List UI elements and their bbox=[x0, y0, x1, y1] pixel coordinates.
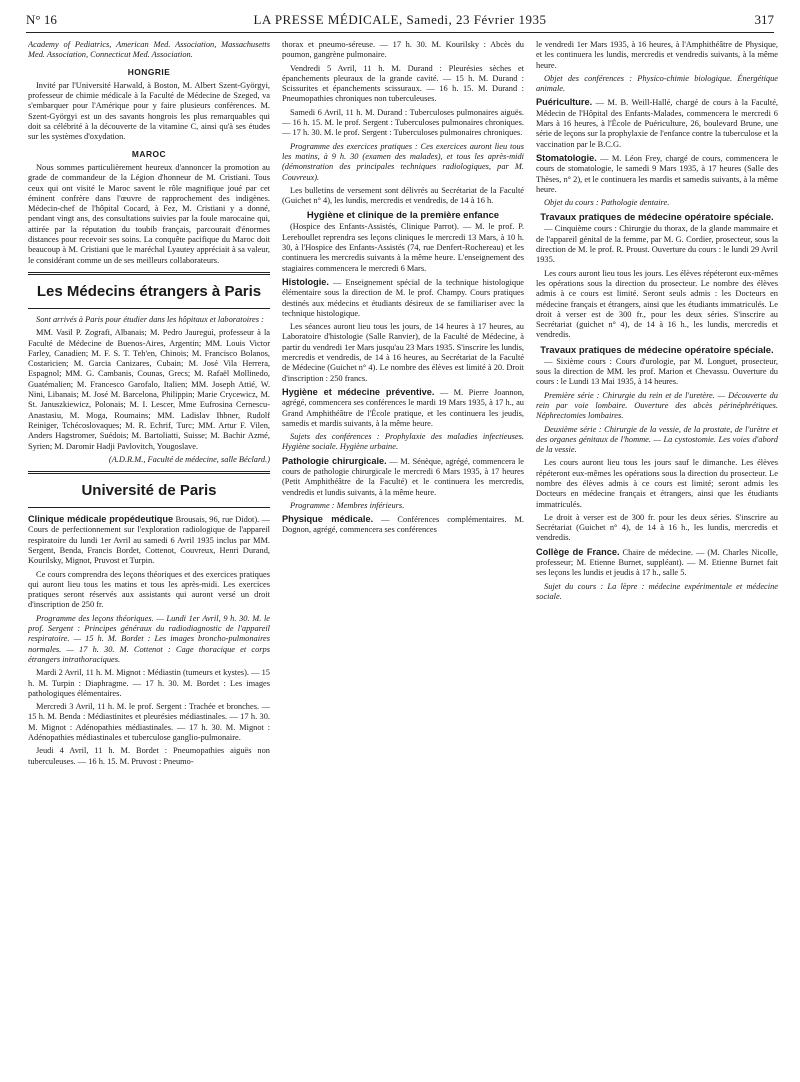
clinique-text-2: Ce cours comprendra des leçons théoriques et des exercices pratiques qui auront lieu tous les matins et tous les après-midi. Les exercices pratiques seront réservés aux assistants qui auront versé un droit d'inscription de 250 fr. bbox=[28, 569, 270, 610]
puericulture-heading: Puériculture. bbox=[536, 97, 593, 108]
travaux-2-cours: Les cours auront lieu tous les jours sauf le dimanche. Les élèves répéteront eux-mêmes les opérations sous la direction du prosecteur. Le nombre des élèves admis à ce cours est limité; seront admis les Docteurs en médecine français et étrangers, ainsi que les étudiants immatriculés. bbox=[536, 458, 778, 509]
histologie-heading: Histologie. bbox=[282, 276, 329, 287]
maroc-paragraph: Nous sommes particulièrement heureux d'annoncer la promotion au grade de commandeur de la Légion d'honneur de M. Cristiani. Tous ceux qui ont visité le Maroc savent le rôle magnifique joué par cet éminent confrère dans l'œuvre de rapprochement des indigènes. Médecin-chef de l'hôpital Cocard, à Fez, M. Cristiani y a donné, pendant vingt ans, des consultations suivies par la foule marocaine qui, attirée par la réputation du toubib français, parcourait d'énormes distances pour recevoir ses soins. La conquête pacifique du Maroc doit beaucoup à M. Cristiani que le maréchal Lyautey appréciait à sa valeur, le considérant comme un de ses meilleurs collaborateurs. bbox=[28, 162, 270, 265]
issue-number: N° 16 bbox=[26, 12, 57, 27]
preventive-text: — M. Pierre Joannon, agrégé, commencera ses conférences le mardi 19 Mars 1935, à 17 h., au Grand Amphithéâtre de l'École pratique, et les continuera les jeudis, samedis et mardis suivants, à la même heure. bbox=[282, 387, 524, 428]
page-number: 317 bbox=[754, 12, 774, 27]
jeudi-paragraph: Jeudi 4 Avril, 11 h. M. Bordet : Pneumopathies aiguës non tuberculeuses. — 16 h. 15. M. Pruvost : Pneumo- bbox=[28, 746, 270, 766]
clinique-heading: Clinique médicale propédeutique bbox=[28, 514, 174, 525]
objet-paragraph: Objet des conférences : Physico-chimie biologique. Énergétique animale. bbox=[536, 73, 778, 94]
programme-paragraph: Programme des leçons théoriques. — Lundi 1er Avril, 9 h. 30. M. le prof. Sergent : Principes généraux du radiodiagnostic de l'appareil respiratoire. — 15 h. M. Bordet : Les images broncho-pulmonaires normales. — 17 h. 30. M. Cottenot : Cage thoracique et corps étrangers intrathoraciques. bbox=[28, 613, 270, 664]
travaux-2-droit: Le droit à verser est de 300 fr. pour les deux séries. S'inscrire au Secrétariat (Guichet n° 4), de 14 à 16 h., les lundis, mercredis et vendredis. bbox=[536, 512, 778, 543]
maroc-heading: MAROC bbox=[131, 148, 167, 159]
stomatologie-heading: Stomatologie. bbox=[536, 152, 597, 163]
preventive-heading: Hygiène et médecine préventive. bbox=[282, 386, 435, 397]
hygiene-enfance-text: (Hospice des Enfants-Assistés, Clinique Parrot). — M. le prof. P. Lereboullet reprendra ses leçons cliniques le mercredi 13 Mars, à 10 h. 30, à l'Hospice des Enfants-Assistés (74, rue Denfert-Rochereau) et les continuera les mercredis suivants à la même heure. L'enseignement des stagiaires commencera le mercredi 6 Mars. bbox=[282, 222, 524, 273]
travaux-1-heading: Travaux pratiques de médecine opératoire spéciale. bbox=[540, 212, 774, 224]
column-1 bbox=[28, 40, 270, 1074]
stomatologie-text: — M. Léon Frey, chargé de cours, commencera le cours de stomatologie, le samedi 9 Mars 1935, à 17 heures (Salle des Thèses, n° 2), et le continuera les mardis et samedis suivants, à la même heure. bbox=[536, 153, 778, 194]
etrangers-intro: Sont arrivés à Paris pour étudier dans les hôpitaux et laboratoires : bbox=[36, 314, 264, 324]
clinique-text: Brousais, 96, rue Didot). — Cours de perfectionnement sur l'exploration radiologique de l'appareil respiratoire du lundi 1er Avril au samedi 6 Avril 1935 inclus par MM. Sergent, Benda, Francis Bordet, Cottenot, Couvreux, Henri Durand, Kourilsky, Mignot, Pruvost et Turpin. bbox=[28, 515, 270, 566]
samedi-paragraph: Samedi 6 Avril, 11 h. M. Durand : Tuberculoses pulmonaires aiguës. — 16 h. 15. M. le prof. Sergent : Tuberculoses pulmonaires chroniques. — 17 h. 30. M. le prof. Sergent : Tuberculoses pulmonaires chroniques. bbox=[282, 107, 524, 138]
college-sujet: Sujet du cours : La lèpre : médecine expérimentale et médecine sociale. bbox=[536, 581, 778, 601]
heading-rule bbox=[28, 308, 270, 309]
etrangers-signature: (A.D.R.M., Faculté de médecine, salle Béclard.) bbox=[108, 454, 270, 464]
physique-heading: Physique médicale. bbox=[282, 514, 374, 525]
travaux-2-premiere: Première série : Chirurgie du rein et de l'uretère. — Découverte du rein par voie lombaire. Ouverture des abcès périnéphrétiques. Néphrectomies lombaires. bbox=[536, 390, 778, 421]
etrangers-list: MM. Vasil P. Zografi, Albanais; M. Pedro Jaureguì, professeur à la Faculté de Médecine de Buenos-Aires, Argentin; MM. Louis Victor Farley, Canadien; M. F. S. T. Teh'en, Chinois; M. Francisco Bolanos, Costaricien; M. Garcia Canizares, Cubain; M. José Vila Herrera, Espagnol; MM. G. Cambanis, Counas, Grecs; M. Rafaël Mollinedo, Guatémalien; M. Francesco Garofalo, Italien; MM. Joseph Attié, W. Nini, Libanais; M. José M. Barcelona, Philippin; Marie Crycewicz, M. St. Januszkiewicz, Polonais; M. I. Lescer, Mme Eufrosina Cernescu-Anastasiu, M. Moga, Roumains; MM. Ladislav Ihbner, Rudolf Reiniger, Tchécoslovaques; M. R. Echrif, Turc; MM. Artur F. Vilen, Anders Hagstromer, Suédois; M. Bartoliatti, Suisse; M. Bachir Azmé, Syrien; M. Daromir Hadji Pavlovitch, Yougoslave. bbox=[28, 328, 270, 451]
hygiene-enfance-heading: Hygiène et clinique de la première enfance bbox=[306, 210, 500, 222]
hongrie-heading: HONGRIE bbox=[127, 66, 171, 77]
physique-text: — Conférences complémentaires. M. Dognon, agrégé, commencera ses conférences bbox=[282, 515, 524, 535]
pathologie-text: — M. Sénèque, agrégé, commencera le cours de pathologie chirurgicale le mercredi 6 Mars 1935, à 17 heures (Petit Amphithéâtre de la Faculté) et le continuera les mercredis, vendredis et lundis suivants, à la même heure. bbox=[282, 456, 524, 497]
travaux-1-cours: Les cours auront lieu tous les jours. Les élèves répéteront eux-mêmes les opérations sous la direction du prosecteur. Le nombre des élèves admis à ce cours est limité. Seront seuls admis : les Docteurs en médecine français et étrangers, ainsi que les étudiants immatriculés. Le droit à verser est de 300 fr., pour les deux séries. S'inscrire au Secrétariat (guichet n° 4), de 14 à 16 h., les lundis, mercredis et vendredis. bbox=[536, 268, 778, 340]
mercredi-paragraph: Mercredi 3 Avril, 11 h. M. le prof. Sergent : Trachée et bronches. — 15 h. M. Benda : Médiastinites et pleurésies médiastinales. — 17 h. 30. M. Mignot : Adénopathies médiastinales. — 17 h. 30. M. Mignot : Adénopathies médiastinales et tuberculose ganglio-pulmonaire. bbox=[28, 702, 270, 743]
continued-paragraph: le vendredi 1er Mars 1935, à 16 heures, à l'Amphithéâtre de Physique, et les continuera les lundis, mercredis et vendredis suivants, à la même heure. bbox=[536, 40, 778, 70]
section-divider bbox=[28, 272, 270, 275]
puericulture-text: — M. B. Weill-Hallé, chargé de cours à la Faculté, Médecin de l'Hôpital des Enfants-Malades, commencera le mercredi 6 Mars à 16 heures, à l'École de Puériculture, 26, boulevard Brune, une série de leçons sur la prophylaxie de l'enfance contre la tuberculose et la vaccination par le B.C.G. bbox=[536, 98, 778, 149]
stomatologie-objet: Objet du cours : Pathologie dentaire. bbox=[544, 198, 670, 208]
histologie-text: — Enseignement spécial de la technique histologique élémentaire sous la direction de M. le prof. Champy. Cours pratiques destinés aux médecins et étudiants désireux de se familiariser avec la technique histologique. bbox=[282, 277, 524, 318]
exercices-paragraph: Programme des exercices pratiques : Ces exercices auront lieu tous les matins, à 9 h. 30 (examen des malades), et tous les après-midi (démonstration des principales techniques radiologiques, par M. Couvreux). bbox=[282, 141, 524, 182]
section-divider bbox=[28, 471, 270, 474]
travaux-2-deuxieme: Deuxième série : Chirurgie de la vessie, de la prostate, de l'urètre et des organes génitaux de l'homme. — La cystostomie. Les voies d'abord de la vessie. bbox=[536, 424, 778, 455]
travaux-2-heading: Travaux pratiques de médecine opératoire spéciale. bbox=[540, 344, 774, 356]
bulletins-paragraph: Les bulletins de versement sont délivrés au Secrétariat de la Faculté (Guichet n° 4), les lundis, mercredis et vendredis, de 14 à 16 h. bbox=[282, 185, 524, 206]
sujets-paragraph: Sujets des conférences : Prophylaxie des maladies infectieuses. Hygiène sociale. Hygiène urbaine. bbox=[282, 432, 524, 452]
college-text: Chaire de médecine. — (M. Charles Nicolle, professeur; M. Etienne Burnet, suppléant). — M. Etienne Burnet fait ses leçons les lundis et jeudis à 17 h., salle 5. bbox=[536, 547, 778, 578]
intro-paragraph: Academy of Pediatrics, American Med. Association, Massachusetts Med. Association, Connecticut Med. Association. bbox=[28, 40, 270, 60]
hongrie-paragraph: Invité par l'Université Harwald, à Boston, M. Albert Szent-Györgyi, professeur de chimie médicale à la Faculté de Médecine de Szeged, va s'embarquer pour l'Amérique pour y faire plusieurs conférences. M. Szent-Györgyi est un des savants hongrois les plus remarquables qui doit sa célébrité à la découverte de la vitamine C, ainsi qu'à ses études sur les systèmes d'oxydation. bbox=[28, 80, 270, 142]
pathologie-programme: Programme : Membres inférieurs. bbox=[290, 500, 405, 510]
etrangers-heading: Les Médecins étrangers à Paris bbox=[36, 282, 262, 300]
journal-title: LA PRESSE MÉDICALE, Samedi, 23 Février 1935 bbox=[253, 12, 547, 27]
heading-rule bbox=[28, 507, 270, 508]
travaux-1-text: — Cinquième cours : Chirurgie du thorax, de la glande mammaire et de l'appareil génital de la femme, par M. G. Cordier, prosecteur, sous la direction de M. le prof. R. Proust. Ouverture du cours : le lundi 29 Avril 1935. bbox=[536, 224, 778, 265]
seances-paragraph: Les séances auront lieu tous les jours, de 14 heures à 17 heures, au Laboratoire d'histologie (Salle Ranvier), de la Faculté de Médecine, à partir du vendredi 1er Mars jusqu'au 23 Mars 1935. S'inscrire les lundis, mercredis et vendredis, de 14 à 16 heures, au Secrétariat de la Faculté de Médecine (Guichet n° 4). Le nombre des élèves est limité à 20. Droit d'inscription : 250 francs. bbox=[282, 322, 524, 383]
universite-heading: Université de Paris bbox=[81, 482, 217, 500]
vendredi-paragraph: Vendredi 5 Avril, 11 h. M. Durand : Pleurésies sèches et épanchements pleuraux de la grande cavité. — 15 h. M. Durand : Scissurites et épanchements scissuraux. — 16 h. 15. M. Durand : Pneumopathies chroniques non tuberculeuses. bbox=[282, 63, 524, 104]
pathologie-heading: Pathologie chirurgicale. bbox=[282, 455, 387, 466]
mardi-paragraph: Mardi 2 Avril, 11 h. M. Mignot : Médiastin (tumeurs et kystes). — 15 h. M. Turpin : Diaphragme. — 17 h. 30. M. Bordet : Les images pathologiques élémentaires. bbox=[28, 668, 270, 698]
page-header bbox=[26, 8, 774, 33]
column-2 bbox=[282, 40, 524, 1074]
travaux-2-text: — Sixième cours : Cours d'urologie, par M. Longuet, prosecteur, sous la direction de MM. les prof. Marion et Chevassu. Ouverture du cours : le Lundi 13 Mai 1935, à 14 heures. bbox=[536, 356, 778, 387]
continued-paragraph: thorax et pneumo-séreuse. — 17 h. 30. M. Kourilsky : Abcès du poumon, gangrène pulmonaire. bbox=[282, 40, 524, 60]
column-3 bbox=[536, 40, 778, 1074]
college-heading: Collège de France. bbox=[536, 546, 620, 557]
